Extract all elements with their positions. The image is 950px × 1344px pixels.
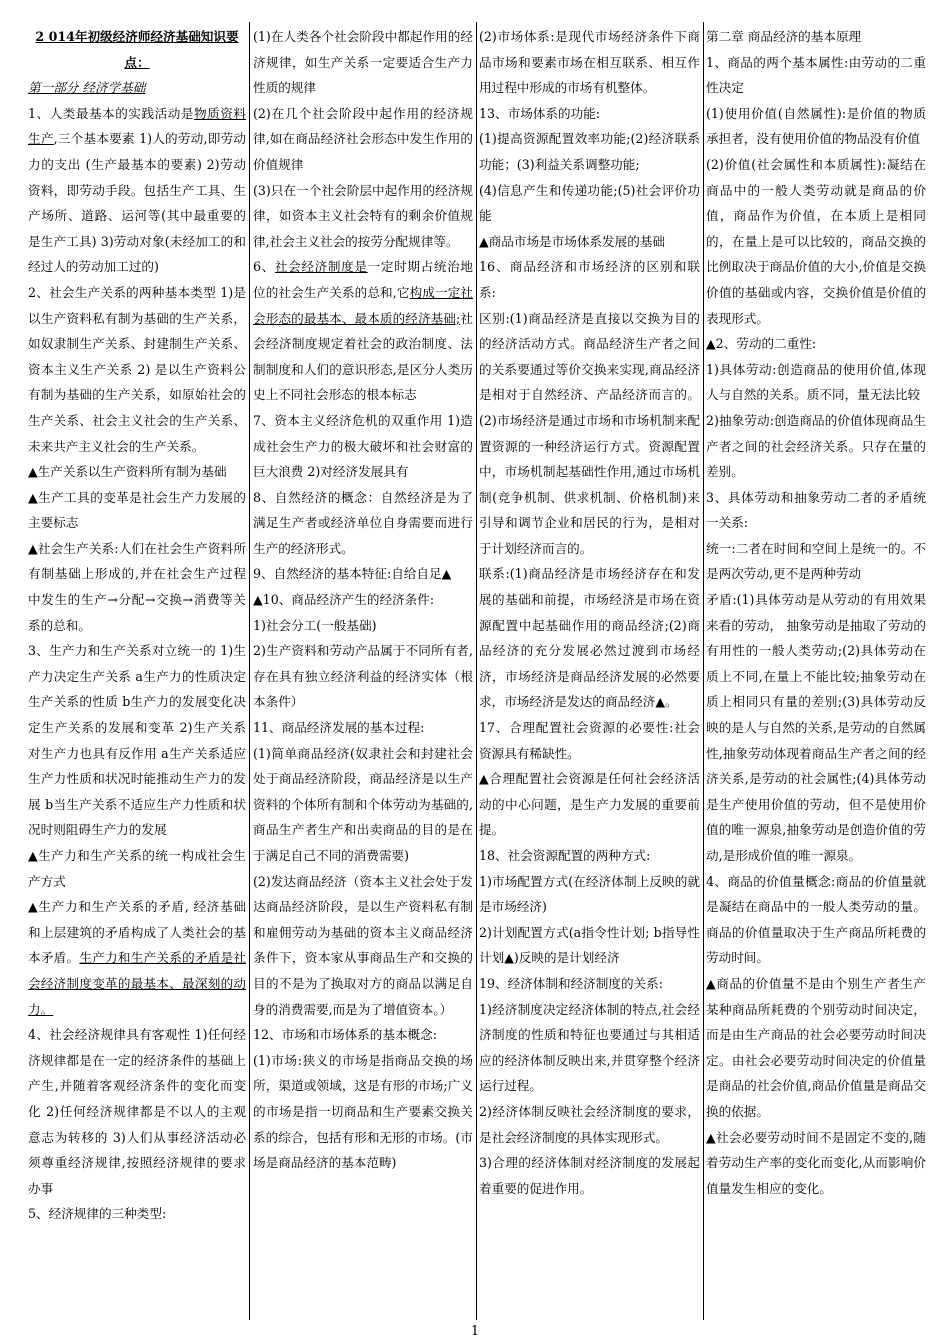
paragraph: 19、经济体制和经济制度的关系: [479,975,663,991]
paragraph: 13、市场体系的功能: [479,105,601,121]
column-2 [253,24,473,1320]
paragraph: (4)信息产生和传递功能;(5)社会评价功能 [479,182,700,224]
paragraph: (3)只在一个社会阶层中起作用的经济规律，如资本主义社会特有的剩余价值规律,社会主义社会的按劳分配规律等。 [253,182,473,249]
paragraph: 3、生产力和生产关系对立统一的 1)生产力决定生产关系 a生产力的性质决定生产关系的性质 b生产力的发展变化决定生产关系的发展和变革 2)生产关系对生产力也具有反作用 a生产关系适应生产力性质和状况时能推动生产力的发展 b当生产关系不适应生产力性质和状况时则阻碍生产力的发展 [28,643,246,838]
paragraph: 8、自然经济的概念：自然经济是为了满足生产者或经济单位自身需要而进行生产的经济形式。 [253,489,473,556]
chapter-heading: 第二章 商品经济的基本原理 [706,29,862,44]
paragraph: 1)社会分工(一般基础) [253,617,377,633]
paragraph: 12、市场和市场体系的基本概念: [253,1027,437,1043]
part-title: 第一部分 经济学基础 [28,80,146,96]
paragraph: 1、人类最基本的实践活动是物质资料生产,三个基本要素 1)人的劳动,即劳动力的支出 (生产最基本的要素) 2)劳动资料，即劳动手段。包括生产工具、生产场所、道路、运河等(其中最重要的是生产工具) 3)劳动对象(未经加工的和经过人的劳动加工过的) [28,105,246,275]
paragraph: 矛盾:(1)具体劳动是从劳动的有用效果来看的劳动， 抽象劳动是抽取了劳动的有用性的一般人类劳动;(2)具体劳动在质上不同,在量上不能比较;抽象劳动在质上相同只有量的差别;(3)具体劳动反映的是人与自然的关系,是劳动的自然属性,抽象劳动体现着商品生产者之间的经济关系,是劳动的社会属性;(4)具体劳动是生产使用价值的劳动，但不是使用价值的唯一源泉,抽象劳动是创造价值的劳动,是形成价值的唯一源泉。 [706,592,926,863]
paragraph: (1)使用价值(自然属性):是价值的物质承担者，没有使用价值的物品没有价值 [706,105,926,147]
paragraph: (1)提高资源配置效率功能;(2)经济联系功能；(3)利益关系调整功能; [479,131,700,172]
paragraph: 4、商品的价值量概念:商品的价值量就是凝结在商品中的一般人类劳动的量。商品的价值量取决于生产商品所耗费的劳动时间。 [706,873,926,966]
paragraph: 16、商品经济和市场经济的区别和联系: [479,259,700,300]
paragraph: (2)市场体系:是现代市场经济条件下商品市场和要素市场在相互联系、相互作用过程中形成的市场有机整体。 [479,29,700,96]
paragraph: 统一:二者在时间和空间上是统一的。不是两次劳动,更不是两种劳动 [706,540,926,582]
paragraph: 1)具体劳动:创造商品的使用价值,体现人与自然的关系。质不同，量无法比较 [706,361,926,403]
paragraph: ▲合理配置社会资源是任何社会经济活动的中心问题，是生产力发展的重要前提。 [479,771,700,838]
paragraph: (1)简单商品经济(奴隶社会和封建社会处于商品经济阶段，商品经济是以生产资料的个体所有制和个体劳动为基础的,商品生产者生产和出卖商品的目的是在于满足自己不同的消费需要) [253,745,473,863]
paragraph: ▲社会生产关系:人们在社会生产资料所有制基础上形成的,并在社会生产过程中发生的生产→分配→交换→消费等关系的总和。 [28,540,246,633]
paragraph: 2)抽象劳动:创造商品的价值体现商品生产者之间的社会经济关系。只存在量的差别。 [706,412,926,480]
paragraph: 18、社会资源配置的两种方式: [479,848,651,863]
paragraph: ▲2、劳动的二重性: [706,336,817,352]
paragraph: ▲生产力和生产关系的矛盾, 经济基础和上层建筑的矛盾构成了人类社会的基本矛盾。生产力和生产关系的矛盾是社会经济制度变革的最基本、最深刻的动力。 [28,899,246,1017]
paragraph: ▲生产工具的变革是社会生产力发展的主要标志 [28,489,246,531]
paragraph: 1)经济制度决定经济体制的特点,社会经济制度的性质和特征也要通过与其相适应的经济体制反映出来,并贯穿整个经济运行过程。 [479,1001,700,1094]
paragraph: 2)经济体制反映社会经济制度的要求，是社会经济制度的具体实现形式。 [479,1103,700,1145]
paragraph: 7、资本主义经济危机的双重作用 1)造成社会生产力的极大破坏和社会财富的巨大浪费 2)对经济发展具有 [253,412,473,480]
paragraph: (2)在几个社会阶段中起作用的经济规律,如在商品经济社会形态中发生作用的价值规律 [253,105,473,172]
paragraph: 3、具体劳动和抽象劳动二者的矛盾统一关系: [706,489,926,531]
column-3 [479,24,700,1320]
paragraph: ▲10、商品经济产生的经济条件: [253,592,435,608]
paragraph: 1)市场配置方式(在经济体制上反映的就是市场经济) [479,873,700,915]
paragraph: 3)合理的经济体制对经济制度的发展起着重要的促进作用。 [479,1155,700,1196]
paragraph: ▲生产力和生产关系的统一构成社会生产方式 [28,848,246,889]
paragraph: 1、商品的两个基本属性:由劳动的二重性决定 [706,54,926,96]
paragraph: ▲商品市场是市场体系发展的基础 [479,233,665,249]
paragraph: 6、社会经济制度是一定时期占统治地位的社会生产关系的总和,它构成一定社会形态的最基本、最本质的经济基础;社会经济制度规定着社会的政治制度、法制制度和人们的意识形态,是区分人类历史上不同社会形态的根本标志 [253,259,473,403]
paragraph: (2)发达商品经济（资本主义社会处于发达商品经济阶段，是以生产资料私有制和雇佣劳动为基础的资本主义商品经济条件下，资本家从事商品生产和交换的目的不是为了换取对方的商品以满足自身的消费需要,而是为了增值资本。） [253,873,473,1017]
paragraph: 9、自然经济的基本特征:自给自足▲ [253,566,452,582]
paragraph: (2)价值(社会属性和本质属性):凝结在商品中的一般人类劳动就是商品的价值，商品作为价值，在本质上是相同的，在量上是可以比较的，商品交换的比例取决于商品价值的大小,价值是交换价值的基础或内容，交换价值是价值的表现形式。 [706,156,926,326]
paragraph: 17、合理配置社会资源的必要性:社会资源具有稀缺性。 [479,720,700,761]
paragraph: ▲社会必要劳动时间不是固定不变的,随着劳动生产率的变化而变化,从而影响价值量发生相应的变化。 [706,1129,926,1196]
paragraph: ▲生产关系以生产资料所有制为基础 [28,464,227,480]
paragraph: (1)在人类各个社会阶段中都起作用的经济规律，如生产关系一定要适合生产力性质的规律 [253,29,473,96]
paragraph: ▲商品的价值量不是由个别生产者生产某种商品所耗费的个别劳动时间决定，而是由生产商品的社会必要劳动时间决定。由社会必要劳动时间决定的价值量是商品的社会价值,商品价值量是商品交换的依据。 [706,975,926,1119]
paragraph: 2、社会生产关系的两种基本类型 1)是以生产资料私有制为基础的生产关系，如奴隶制生产关系、封建制生产关系、资本主义生产关系 2) 是以生产资料公有制为基础的生产关系，如原始社会的生产关系、社会主义社会的生产关系、未来共产主义社会的生产关系。 [28,284,246,454]
paragraph: 4、社会经济规律具有客观性 1)任何经济规律都是在一定的经济条件的基础上产生,并随着客观经济条件的变化而变化 2)任何经济规律都是不以人的主观意志为转移的 3)人们从事经济活动必须尊重经济规律,按照经济规律的要求办事 [28,1027,246,1196]
column-4 [706,24,926,1320]
paragraph: (1)市场:狭义的市场是指商品交换的场所，渠道或领域，这是有形的市场;广义的市场是指一切商品和生产要素交换关系的综合，包括有形和无形的市场。(市场是商品经济的基本范畴) [253,1052,473,1171]
column-1 [28,24,246,1320]
paragraph: 5、经济规律的三种类型: [28,1206,167,1222]
column-divider [249,22,250,1320]
paragraph: 2)计划配置方式(a指令性计划; b指导性计划▲)反映的是计划经济 [479,924,700,966]
paragraph: 2)生产资料和劳动产品属于不同所有者,存在具有独立经济利益的经济实体（根本条件） [253,643,473,710]
column-divider [476,22,477,1320]
paragraph: 联系:(1)商品经济是市场经济存在和发展的基础和前提，市场经济是市场在资源配置中起基础作用的商品经济;(2)商品经济的充分发展必然过渡到市场经济，市场经济是商品经济发展的必然要求，市场经济是发达的商品经济▲。 [479,566,700,710]
document-title: 2 014年初级经济师经济基础知识要点： [35,29,239,70]
paragraph: 11、商品经济发展的基本过程: [253,720,425,736]
column-divider [703,22,704,1320]
paragraph: 区别:(1)商品经济是直接以交换为目的的经济活动方式。商品经济生产者之间的关系要通过等价交换来实现,商品经济是相对于自然经济、产品经济而言的。(2)市场经济是通过市场和市场机制来配置资源的一种经济运行方式。资源配置中，市场机制起基础性作用,通过市场机制(竞争机制、供求机制、价格机制)来引导和调节企业和居民的行为，是相对于计划经济而言的。 [479,310,700,556]
page-number: 1 [470,1324,480,1339]
